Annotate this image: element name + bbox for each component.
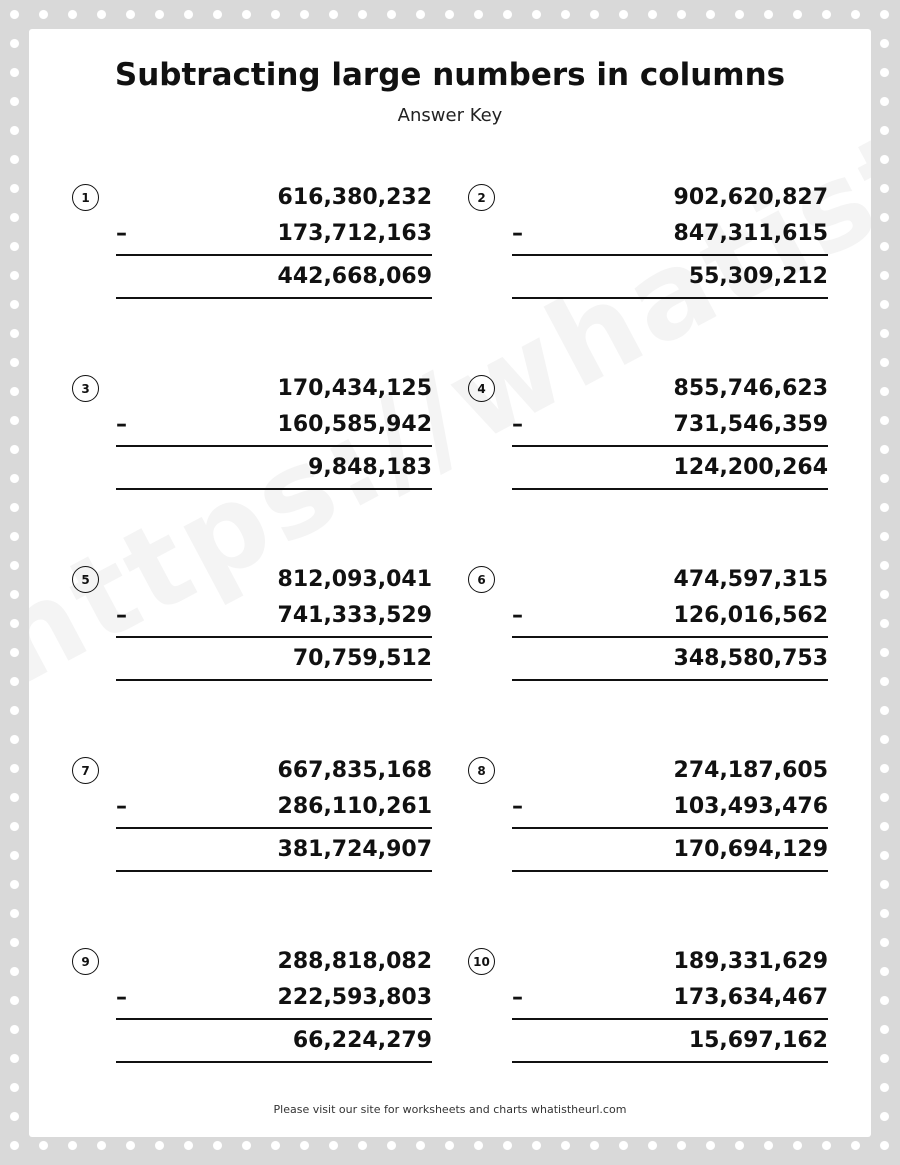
minuend: 812,093,041: [277, 567, 432, 592]
minuend: 288,818,082: [277, 949, 432, 974]
problem-6: [468, 566, 828, 696]
answer-underline: [116, 870, 432, 872]
difference-answer: 9,848,183: [308, 455, 432, 480]
subtrahend: 173,634,467: [673, 985, 828, 1010]
problem-number-badge: 4: [468, 375, 495, 402]
problem-9: [72, 948, 432, 1078]
problem-1: [72, 184, 432, 314]
subtrahend: 731,546,359: [673, 412, 828, 437]
answer-underline: [116, 679, 432, 681]
subtraction-line: [116, 445, 432, 447]
subtraction-line: [512, 445, 828, 447]
difference-answer: 15,697,162: [688, 1028, 828, 1053]
problem-number-badge: 9: [72, 948, 99, 975]
subtrahend: 126,016,562: [673, 603, 828, 628]
difference-answer: 381,724,907: [277, 837, 432, 862]
answer-underline: [512, 679, 828, 681]
minuend: 902,620,827: [673, 185, 828, 210]
answer-underline: [116, 1061, 432, 1063]
minus-sign: –: [512, 985, 523, 1010]
problem-5: [72, 566, 432, 696]
minuend: 855,746,623: [673, 376, 828, 401]
subtraction-line: [512, 636, 828, 638]
page-subtitle: Answer Key: [397, 105, 503, 126]
difference-answer: 348,580,753: [673, 646, 828, 671]
minuend: 170,434,125: [277, 376, 432, 401]
minus-sign: –: [116, 412, 127, 437]
minus-sign: –: [512, 794, 523, 819]
problem-number-badge: 8: [468, 757, 495, 784]
minus-sign: –: [116, 794, 127, 819]
answer-underline: [512, 1061, 828, 1063]
problem-number-badge: 6: [468, 566, 495, 593]
subtraction-line: [116, 636, 432, 638]
minuend: 616,380,232: [277, 185, 432, 210]
difference-answer: 55,309,212: [688, 264, 828, 289]
difference-answer: 124,200,264: [673, 455, 828, 480]
answer-underline: [116, 297, 432, 299]
problem-3: [72, 375, 432, 505]
problem-2: [468, 184, 828, 314]
problem-number-badge: 7: [72, 757, 99, 784]
minus-sign: –: [512, 412, 523, 437]
minuend: 474,597,315: [673, 567, 828, 592]
subtrahend: 847,311,615: [673, 221, 828, 246]
problem-number-badge: 3: [72, 375, 99, 402]
answer-underline: [512, 297, 828, 299]
subtrahend: 103,493,476: [673, 794, 828, 819]
problem-7: [72, 757, 432, 887]
minuend: 189,331,629: [673, 949, 828, 974]
minus-sign: –: [116, 603, 127, 628]
answer-underline: [512, 488, 828, 490]
page-title: Subtracting large numbers in columns: [114, 57, 786, 93]
subtraction-line: [116, 827, 432, 829]
problem-number-badge: 1: [72, 184, 99, 211]
subtrahend: 160,585,942: [277, 412, 432, 437]
subtrahend: 286,110,261: [277, 794, 432, 819]
minus-sign: –: [116, 221, 127, 246]
subtraction-line: [512, 827, 828, 829]
problem-number-badge: 5: [72, 566, 99, 593]
subtrahend: 741,333,529: [277, 603, 432, 628]
difference-answer: 66,224,279: [292, 1028, 432, 1053]
subtraction-line: [512, 1018, 828, 1020]
subtrahend: 222,593,803: [277, 985, 432, 1010]
minuend: 667,835,168: [277, 758, 432, 783]
problem-8: [468, 757, 828, 887]
minuend: 274,187,605: [673, 758, 828, 783]
answer-underline: [512, 870, 828, 872]
difference-answer: 170,694,129: [673, 837, 828, 862]
minus-sign: –: [512, 221, 523, 246]
footer-note: Please visit our site for worksheets and charts whatistheurl.com: [273, 1103, 627, 1116]
subtraction-line: [116, 1018, 432, 1020]
subtraction-line: [512, 254, 828, 256]
minus-sign: –: [116, 985, 127, 1010]
difference-answer: 442,668,069: [277, 264, 432, 289]
subtraction-line: [116, 254, 432, 256]
problem-4: [468, 375, 828, 505]
problem-number-badge: 10: [468, 948, 495, 975]
minus-sign: –: [512, 603, 523, 628]
difference-answer: 70,759,512: [292, 646, 432, 671]
answer-underline: [116, 488, 432, 490]
problem-10: [468, 948, 828, 1078]
problem-number-badge: 2: [468, 184, 495, 211]
worksheet-page: [29, 29, 871, 1137]
subtrahend: 173,712,163: [277, 221, 432, 246]
